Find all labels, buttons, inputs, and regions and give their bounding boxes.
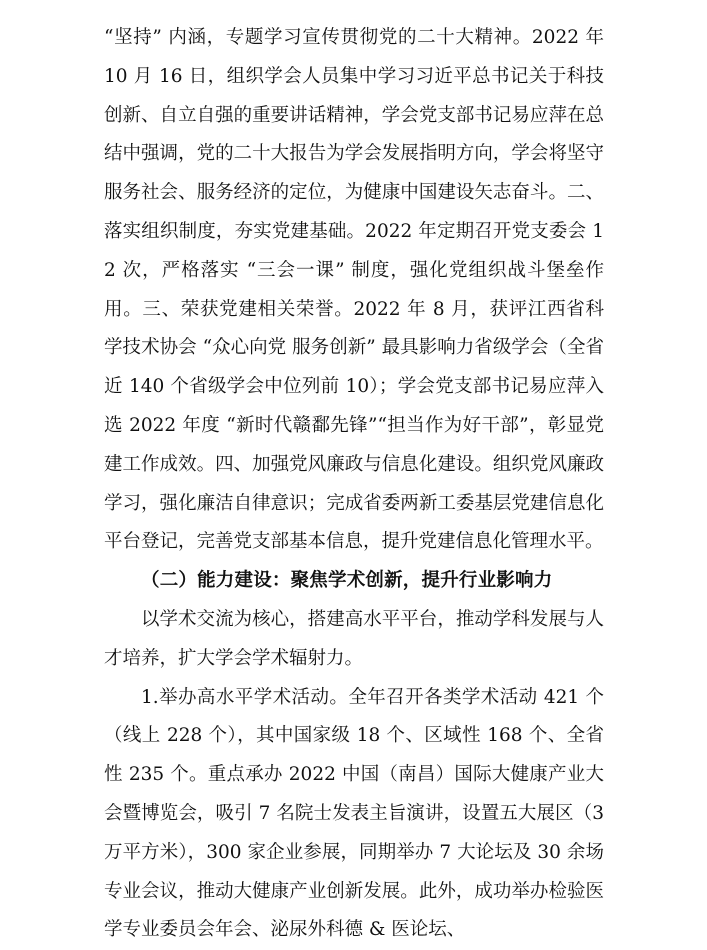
body-paragraph-academic-intro: 以学术交流为核心，搭建高水平平台，推动学科发展与人才培养，扩大学会学术辐射力。 <box>104 608 604 669</box>
body-paragraph-party-building: “坚持” 内涵，专题学习宣传贯彻党的二十大精神。2022 年 10 月 16 日，组织学会人员集中学习习近平总书记关于科技创新、自立自强的重要讲话精神，学会党支部书记易应萍在总结中强调，党的二十大报告为学会发展指明方向，学会将坚守服务社会、服务经济的定位，为健康中国建设矢志奋斗。二、落实组织制度，夯实党建基础。2022 年定期召开党支委会 12 次，严格落实 “三会一课” 制度，强化党组织战斗堡垒作用。三、荣获党建相关荣誉。2022 年 8 月，获评江西省科学技术协会 “众心向党 服务创新” 最具影响力省级学会（全省近 140 个省级学会中位列前 10）；学会党支部书记易应萍入选 2022 年度 “新时代赣鄱先锋”“担当作为好干部”，彰显党建工作成效。四、加强党风廉政与信息化建设。组织党风廉政学习，强化廉洁自律意识；完成省委两新工委基层党建信息化平台登记，完善党支部基本信息，提升党建信息化管理水平。 <box>104 27 604 553</box>
body-paragraph-academic-activities: 1.举办高水平学术活动。全年召开各类学术活动 421 个（线上 228 个），其中国家级 18 个、区域性 168 个、全省性 235 个。重点承办 2022 中国（南昌）国际大健康产业大会暨博览会，吸引 7 名院士发表主旨演讲，设置五大展区（3 万平方米），300 家企业参展，同期举办 7 大论坛及 30 余场专业会议，推动大健康产业创新发展。此外，成功举办检验医学专业委员会年会、泌尿外科德 & 医论坛、 <box>104 686 604 941</box>
section-heading-capacity-building: （二）能力建设：聚焦学术创新，提升行业影响力 <box>141 570 553 592</box>
document-page <box>104 0 604 950</box>
